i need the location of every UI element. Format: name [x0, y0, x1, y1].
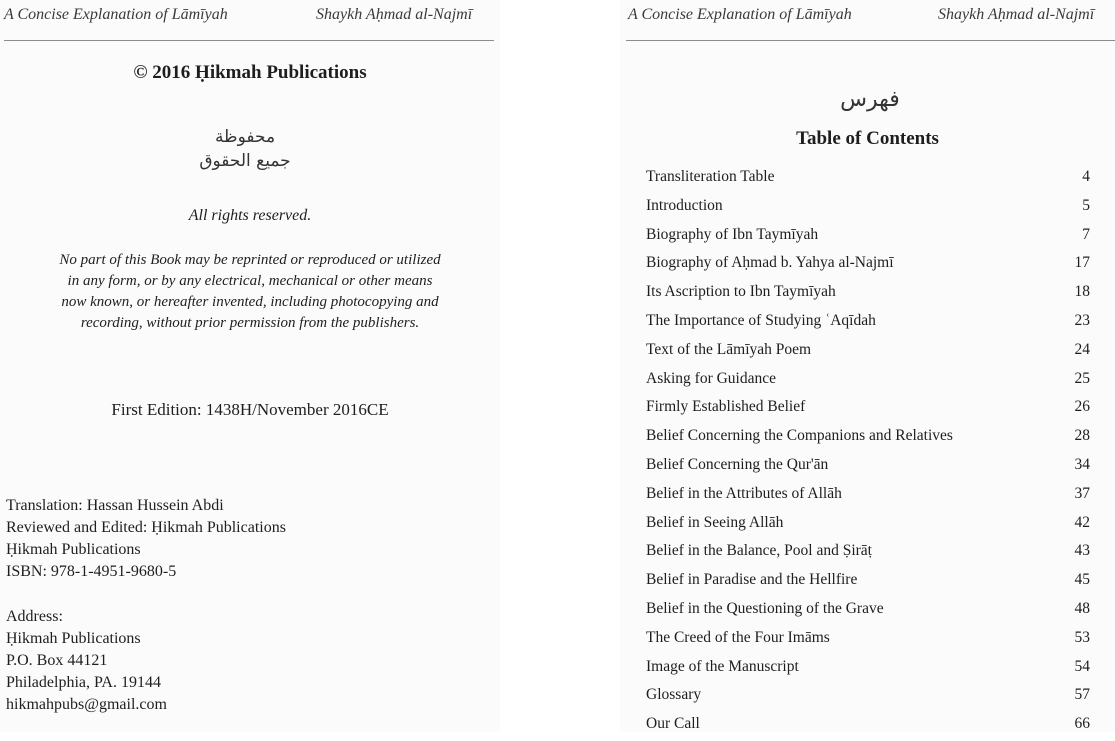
- credit-editing: Reviewed and Edited: Ḥikmah Publications: [6, 519, 286, 536]
- calligraphy-fihris: فهرس: [840, 87, 900, 112]
- toc-entry-label: Its Ascription to Ibn Taymīyah: [646, 283, 836, 301]
- toc-entry-label: Belief in the Attributes of Allāh: [646, 484, 842, 502]
- fihris-calligraphy-icon: [842, 78, 898, 118]
- notice-line: recording, without prior permission from the publishers.: [80, 315, 420, 331]
- toc-entry: [646, 338, 1094, 367]
- toc-entry: [646, 712, 1094, 741]
- toc-entry: [646, 424, 1094, 453]
- address-line: Ḥikmah Publications: [6, 630, 141, 647]
- toc-entry-label: Biography of Ibn Taymīyah: [646, 225, 819, 243]
- credit-translation: Translation: Hassan Hussein Abdi: [6, 497, 224, 514]
- toc-entry-label: Our Call: [646, 715, 700, 733]
- credit-isbn: ISBN: 978-1-4951-9680-5: [6, 563, 177, 580]
- reproduction-notice: [30, 250, 470, 334]
- all-rights-reserved: All rights reserved.: [188, 207, 312, 224]
- toc-list: [646, 165, 1094, 741]
- copyright-page: [0, 0, 500, 732]
- toc-entry-page: 45: [1074, 571, 1090, 589]
- notice-line: in any form, or by any electrical, mechanical or other means: [67, 273, 433, 289]
- toc-entry: [646, 165, 1094, 194]
- table-of-contents-page: [620, 0, 1115, 732]
- toc-entry-page: 57: [1074, 686, 1090, 704]
- toc-entry: [646, 482, 1094, 511]
- toc-entry: [646, 251, 1094, 280]
- toc-entry-label: Image of the Manuscript: [646, 657, 799, 675]
- address-line: Philadelphia, PA. 19144: [6, 674, 161, 691]
- toc-entry-label: Firmly Established Belief: [646, 398, 806, 416]
- toc-entry-label: The Importance of Studying ʿAqīdah: [646, 311, 876, 329]
- address-heading: Address:: [6, 608, 63, 625]
- toc-entry: [646, 223, 1094, 252]
- toc-entry-page: 4: [1082, 168, 1090, 185]
- toc-entry-page: 28: [1074, 427, 1090, 445]
- toc-entry: [646, 568, 1094, 597]
- toc-entry-label: Introduction: [646, 196, 723, 214]
- toc-entry-label: Asking for Guidance: [646, 369, 776, 387]
- toc-entry: [646, 597, 1094, 626]
- address-line: P.O. Box 44121: [6, 652, 108, 669]
- calligraphy-line-1: محفوظة: [214, 127, 276, 147]
- toc-entry-label: Belief in the Balance, Pool and Ṣirāṭ: [646, 542, 872, 560]
- toc-entry-page: 24: [1074, 340, 1090, 358]
- toc-entry-label: Biography of Aḥmad b. Yahya al-Najmī: [646, 254, 894, 272]
- toc-entry-label: Glossary: [646, 686, 702, 704]
- calligraphy-line-2: جميع الحقوق: [199, 151, 291, 171]
- toc-entry-label: Text of the Lāmīyah Poem: [646, 340, 812, 358]
- toc-entry-page: 23: [1074, 311, 1090, 329]
- toc-entry: [646, 539, 1094, 568]
- notice-line: now known, or hereafter invented, including photocopying and: [61, 294, 439, 310]
- toc-entry-page: 37: [1074, 484, 1090, 502]
- toc-entry: [646, 309, 1094, 338]
- toc-entry: [646, 683, 1094, 712]
- header-rule: [4, 40, 494, 41]
- copyright-line: © 2016 Ḥikmah Publications: [133, 62, 367, 83]
- address-email: hikmahpubs@gmail.com: [6, 696, 167, 713]
- toc-entry-page: 43: [1074, 542, 1090, 560]
- toc-entry-label: Belief Concerning the Companions and Relatives: [646, 427, 953, 445]
- running-head-title: A Concise Explanation of Lāmīyah: [628, 6, 852, 23]
- toc-entry: [646, 655, 1094, 684]
- notice-line: No part of this Book may be reprinted or reproduced or utilized: [59, 252, 441, 268]
- running-head-author: Shaykh Aḥmad al-Najmī: [938, 6, 1095, 23]
- toc-entry: [646, 367, 1094, 396]
- toc-entry-label: Belief in Paradise and the Hellfire: [646, 571, 858, 589]
- toc-entry: [646, 280, 1094, 309]
- toc-entry: [646, 626, 1094, 655]
- toc-entry-label: Belief Concerning the Qur'ān: [646, 455, 829, 473]
- toc-title: Table of Contents: [796, 128, 939, 149]
- toc-entry: [646, 453, 1094, 482]
- address-block: [6, 606, 167, 716]
- toc-entry-page: 17: [1074, 254, 1090, 272]
- toc-entry-label: Belief in Seeing Allāh: [646, 513, 784, 531]
- toc-entry-page: 42: [1074, 513, 1090, 531]
- toc-entry-label: Transliteration Table: [646, 168, 775, 185]
- edition-line: First Edition: 1438H/November 2016CE: [111, 400, 389, 419]
- toc-entry-page: 25: [1074, 369, 1090, 387]
- running-head-author: Shaykh Aḥmad al-Najmī: [316, 6, 473, 23]
- rights-reserved-calligraphy-icon: [199, 120, 291, 178]
- toc-entry-label: Belief in the Questioning of the Grave: [646, 599, 884, 617]
- toc-entry-page: 34: [1074, 455, 1090, 473]
- toc-entry: [646, 395, 1094, 424]
- toc-entry-page: 26: [1074, 398, 1090, 416]
- toc-entry-page: 5: [1082, 196, 1090, 214]
- toc-entry-label: The Creed of the Four Imāms: [646, 628, 830, 646]
- toc-entry: [646, 194, 1094, 223]
- page-gutter: [500, 0, 620, 732]
- toc-entry-page: 7: [1082, 225, 1090, 243]
- toc-entry-page: 18: [1074, 283, 1090, 301]
- toc-entry-page: 48: [1074, 599, 1090, 617]
- credits-block: [6, 495, 286, 583]
- header-rule: [626, 40, 1115, 41]
- toc-entry-page: 66: [1074, 715, 1090, 733]
- toc-entry: [646, 511, 1094, 540]
- toc-entry-page: 54: [1074, 657, 1090, 675]
- credit-publisher: Ḥikmah Publications: [6, 541, 141, 558]
- running-head-title: A Concise Explanation of Lāmīyah: [4, 6, 228, 23]
- toc-entry-page: 53: [1074, 628, 1090, 646]
